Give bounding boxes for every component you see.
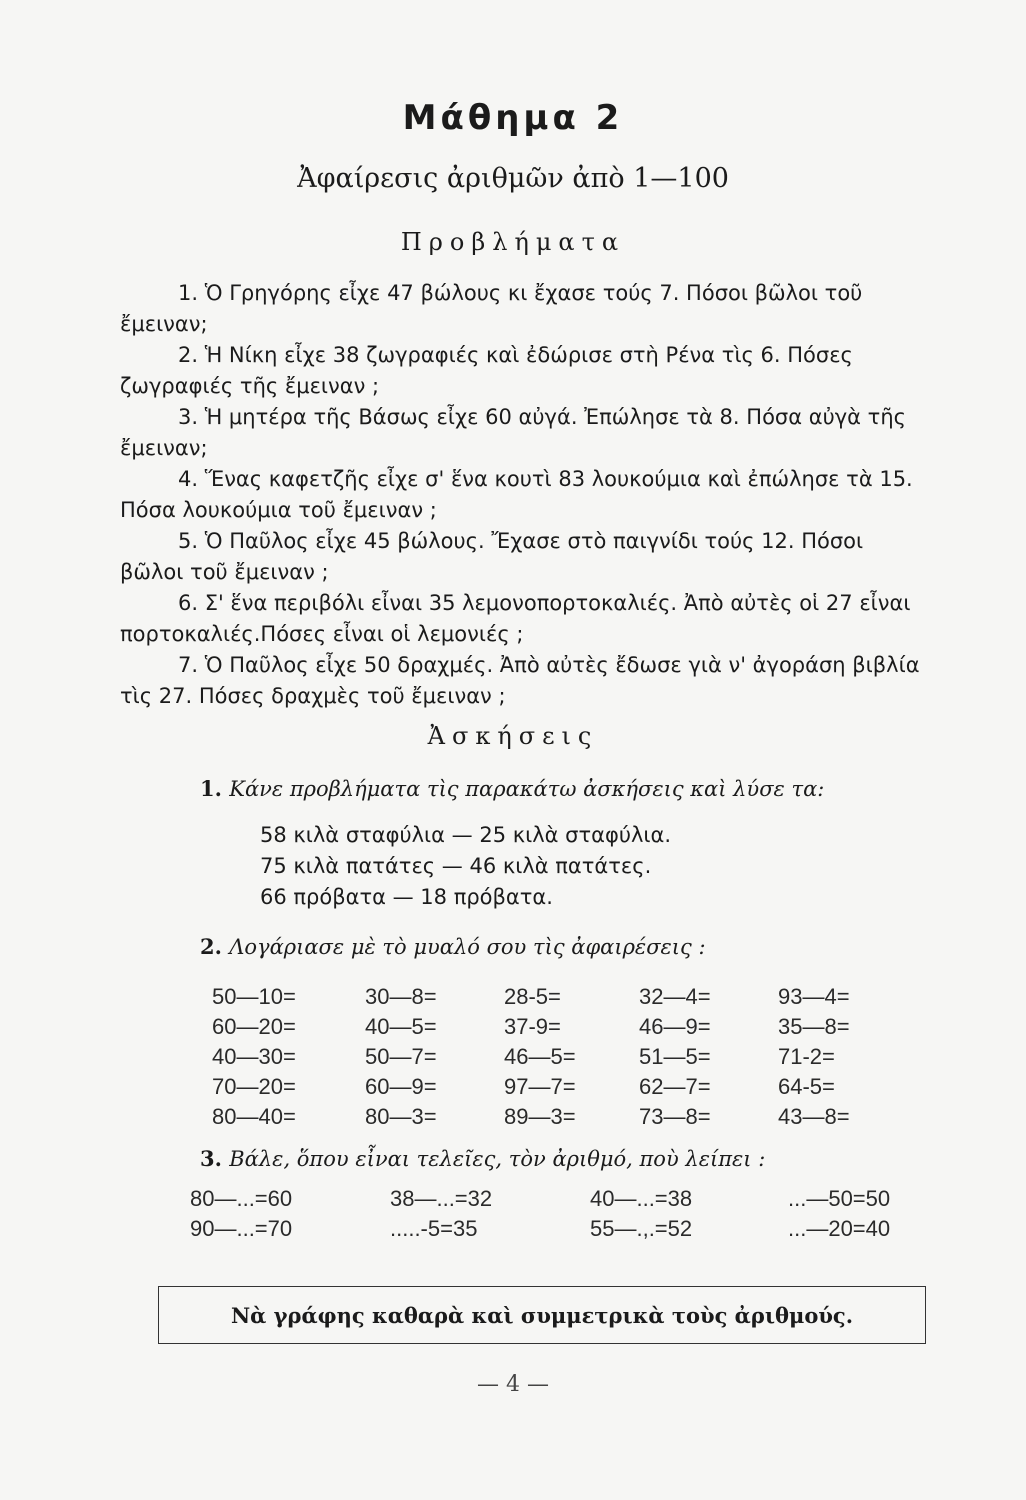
problem-item: 5. Ὁ Παῦλος εἶχε 45 βώλους. Ἔχασε στὸ παιγνίδι τούς 12. Πόσοι βῶλοι τοῦ ἔμειναν ; xyxy=(120,529,864,584)
subtraction-cell: 73—8= xyxy=(639,1104,711,1129)
subtraction-cell: 93—4= xyxy=(778,984,850,1009)
exercise2-header xyxy=(200,934,706,959)
exercise1-line: 66 πρόβατα — 18 πρόβατα. xyxy=(260,885,553,909)
problems-list xyxy=(120,278,920,712)
subtraction-cell: 46—5= xyxy=(504,1044,576,1069)
missing-number-cell: .....-5=35 xyxy=(390,1216,478,1241)
subtraction-cell: 80—3= xyxy=(365,1104,437,1129)
subtraction-cell: 40—30= xyxy=(212,1044,296,1069)
subtraction-cell: 50—7= xyxy=(365,1044,437,1069)
subtraction-cell: 62—7= xyxy=(639,1074,711,1099)
subtraction-cell: 30—8= xyxy=(365,984,437,1009)
subtraction-cell: 60—20= xyxy=(212,1014,296,1039)
subtraction-cell: 64-5= xyxy=(778,1074,835,1099)
subtraction-cell: 40—5= xyxy=(365,1014,437,1039)
subtraction-cell: 43—8= xyxy=(778,1104,850,1129)
exercise1-lines xyxy=(260,820,671,913)
exercise3-instruction: Βάλε, ὅπου εἶναι τελεῖες, τὸν ἀριθμό, ποὺ λείπει : xyxy=(229,1147,766,1171)
page-number: — 4 — xyxy=(477,1372,549,1397)
exercise1-line: 58 κιλὰ σταφύλια — 25 κιλὰ σταφύλια. xyxy=(260,823,672,847)
subtraction-cell: 51—5= xyxy=(639,1044,711,1069)
problem-item: 2. Ἡ Νίκη εἶχε 38 ζωγραφιές καὶ ἐδώρισε στὴ Ρένα τὶς 6. Πόσες ζωγραφιές τῆς ἔμειναν ; xyxy=(120,343,853,398)
subtraction-cell: 71-2= xyxy=(778,1044,835,1069)
exercise2-instruction: Λογάριασε μὲ τὸ μυαλό σου τὶς ἀφαιρέσεις : xyxy=(229,935,706,959)
missing-number-cell: 40—...=38 xyxy=(590,1186,693,1211)
lesson-subtitle: Ἀφαίρεσις ἀριθμῶν ἀπὸ 1—100 xyxy=(297,163,729,194)
exercise1-number: 1. xyxy=(200,776,222,801)
handwriting-note: Νὰ γράφης καθαρὰ καὶ συμμετρικὰ τοὺς ἀριθμούς. xyxy=(230,1302,854,1328)
subtraction-cell: 37-9= xyxy=(504,1014,561,1039)
problem-item: 6. Σ' ἕνα περιβόλι εἶναι 35 λεμονοπορτοκαλιές. Ἀπὸ αὐτὲς οἱ 27 εἶναι πορτοκαλιές.Πόσες εἶναι οἱ λεμονιές ; xyxy=(120,591,911,646)
problems-heading: Προβλήματα xyxy=(400,228,626,256)
missing-number-cell: 90—...=70 xyxy=(190,1216,293,1241)
lesson-title: Μάθημα 2 xyxy=(402,98,624,138)
problem-item: 1. Ὁ Γρηγόρης εἶχε 47 βώλους κι ἔχασε τούς 7. Πόσοι βῶλοι τοῦ ἔμειναν; xyxy=(120,281,863,336)
subtraction-cell: 46—9= xyxy=(639,1014,711,1039)
exercise1-header xyxy=(200,776,824,801)
problem-item: 7. Ὁ Παῦλος εἶχε 50 δραχμές. Ἀπὸ αὐτὲς ἔδωσε γιὰ ν' ἀγοράση βιβλία τὶς 27. Πόσες δραχμὲς τοῦ ἔμειναν ; xyxy=(120,653,920,708)
problem-item: 4. Ἕνας καφετζῆς εἶχε σ' ἕνα κουτὶ 83 λουκούμια καὶ ἐπώλησε τὰ 15. Πόσα λουκούμια τοῦ ἔμειναν ; xyxy=(120,467,913,522)
exercises-heading: Ἀσκήσεις xyxy=(427,722,599,750)
subtraction-cell: 80—40= xyxy=(212,1104,296,1129)
missing-number-cell: ...—20=40 xyxy=(788,1216,891,1241)
subtraction-cell: 35—8= xyxy=(778,1014,850,1039)
handwriting-note-box xyxy=(158,1286,926,1344)
exercise1-line: 75 κιλὰ πατάτες — 46 κιλὰ πατάτες. xyxy=(260,854,652,878)
problem-item: 3. Ἡ μητέρα τῆς Βάσως εἶχε 60 αὐγά. Ἐπώλησε τὰ 8. Πόσα αὐγὰ τῆς ἔμειναν; xyxy=(120,405,906,460)
exercise3-header xyxy=(200,1146,765,1171)
subtraction-cell: 32—4= xyxy=(639,984,711,1009)
missing-number-cell: 80—...=60 xyxy=(190,1186,293,1211)
subtraction-cell: 70—20= xyxy=(212,1074,296,1099)
subtraction-cell: 28-5= xyxy=(504,984,561,1009)
subtraction-cell: 50—10= xyxy=(212,984,296,1009)
exercise3-number: 3. xyxy=(200,1146,222,1171)
subtraction-cell: 60—9= xyxy=(365,1074,437,1099)
exercise1-instruction: Κάνε προβλήματα τὶς παρακάτω ἀσκήσεις καὶ λύσε τα: xyxy=(229,777,825,801)
exercise2-number: 2. xyxy=(200,934,222,959)
subtraction-cell: 89—3= xyxy=(504,1104,576,1129)
missing-number-cell: 38—...=32 xyxy=(390,1186,493,1211)
missing-number-cell: ...—50=50 xyxy=(788,1186,891,1211)
missing-number-cell: 55—.,.=52 xyxy=(590,1216,693,1241)
subtraction-cell: 97—7= xyxy=(504,1074,576,1099)
